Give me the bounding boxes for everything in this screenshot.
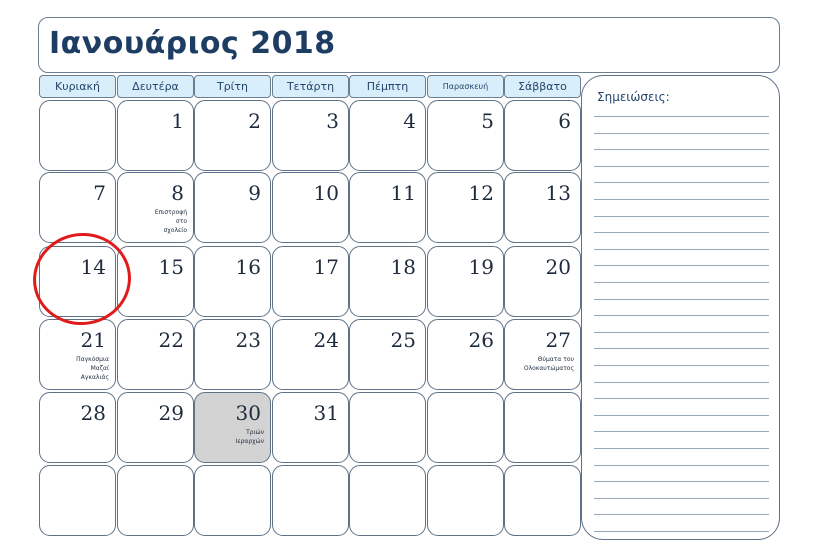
- day-cell-19[interactable]: [427, 246, 504, 317]
- notes-line: [594, 382, 769, 383]
- day-cell-26[interactable]: [427, 319, 504, 390]
- day-number: 17: [313, 255, 339, 279]
- day-number: 31: [313, 401, 339, 425]
- empty-cell-sunday[interactable]: [39, 100, 116, 171]
- day-number: 5: [481, 109, 494, 133]
- day-number: 16: [235, 255, 261, 279]
- notes-line: [594, 348, 769, 349]
- day-cell-18[interactable]: [349, 246, 426, 317]
- day-number: 28: [80, 401, 106, 425]
- day-number: 25: [390, 328, 416, 352]
- notes-line: [594, 133, 769, 134]
- notes-line: [594, 431, 769, 432]
- day-number: 18: [390, 255, 416, 279]
- day-cell-30[interactable]: [194, 392, 271, 463]
- title-bar: [38, 17, 780, 73]
- day-cell-1[interactable]: [117, 100, 194, 171]
- notes-line: [594, 531, 769, 532]
- day-cell-17[interactable]: [272, 246, 349, 317]
- day-cell-10[interactable]: [272, 172, 349, 243]
- day-note: Θύματα του Ολοκαυτώματος: [523, 356, 574, 372]
- page-title: Ιανουάριος 2018: [49, 26, 336, 61]
- notes-line: [594, 415, 769, 416]
- day-note: Παγκόσμια Μαζαί Αγκαλιάς: [76, 356, 109, 381]
- day-number: 24: [313, 328, 339, 352]
- empty-cell-wednesday[interactable]: [272, 465, 349, 536]
- notes-line: [594, 514, 769, 515]
- day-number: 11: [390, 181, 416, 205]
- day-number: 29: [158, 401, 184, 425]
- day-cell-2[interactable]: [194, 100, 271, 171]
- weekday-header-thursday: Πέμπτη: [349, 75, 426, 98]
- day-number: 4: [403, 109, 416, 133]
- weekday-header-friday: Παρασκευή: [427, 75, 504, 98]
- day-cell-29[interactable]: [117, 392, 194, 463]
- day-number: 21: [80, 328, 106, 352]
- day-cell-4[interactable]: [349, 100, 426, 171]
- day-cell-23[interactable]: [194, 319, 271, 390]
- notes-line: [594, 182, 769, 183]
- notes-line: [594, 249, 769, 250]
- day-cell-31[interactable]: [272, 392, 349, 463]
- day-cell-25[interactable]: [349, 319, 426, 390]
- notes-line: [594, 481, 769, 482]
- notes-line: [594, 265, 769, 266]
- notes-line: [594, 166, 769, 167]
- day-note: Επιστροφή στο σχολείο: [154, 209, 187, 234]
- day-number: 22: [158, 328, 184, 352]
- day-number: 7: [93, 181, 106, 205]
- day-number: 9: [248, 181, 261, 205]
- day-cell-13[interactable]: [504, 172, 581, 243]
- day-number: 19: [468, 255, 494, 279]
- day-cell-20[interactable]: [504, 246, 581, 317]
- notes-line: [594, 216, 769, 217]
- weekday-header-wednesday: Τετάρτη: [272, 75, 349, 98]
- weekday-header-saturday: Σάββατο: [504, 75, 581, 98]
- notes-line: [594, 149, 769, 150]
- day-cell-28[interactable]: [39, 392, 116, 463]
- day-cell-21[interactable]: [39, 319, 116, 390]
- day-number: 12: [468, 181, 494, 205]
- day-note: Τριών Ιεραρχών: [235, 429, 264, 445]
- empty-cell-monday[interactable]: [117, 465, 194, 536]
- notes-line: [594, 282, 769, 283]
- notes-line: [594, 315, 769, 316]
- notes-line: [594, 332, 769, 333]
- day-cell-9[interactable]: [194, 172, 271, 243]
- notes-line: [594, 498, 769, 499]
- day-cell-12[interactable]: [427, 172, 504, 243]
- empty-cell-tuesday[interactable]: [194, 465, 271, 536]
- weekday-header-monday: Δευτέρα: [117, 75, 194, 98]
- day-number: 15: [158, 255, 184, 279]
- day-cell-5[interactable]: [427, 100, 504, 171]
- weekday-header-sunday: Κυριακή: [39, 75, 116, 98]
- weekday-header-tuesday: Τρίτη: [194, 75, 271, 98]
- notes-line: [594, 448, 769, 449]
- day-cell-22[interactable]: [117, 319, 194, 390]
- notes-panel[interactable]: [581, 75, 780, 540]
- notes-line: [594, 398, 769, 399]
- day-number: 10: [313, 181, 339, 205]
- notes-line: [594, 299, 769, 300]
- empty-cell-friday[interactable]: [427, 465, 504, 536]
- day-number: 20: [545, 255, 571, 279]
- day-number: 23: [235, 328, 261, 352]
- empty-cell-saturday[interactable]: [504, 465, 581, 536]
- day-number: 1: [171, 109, 184, 133]
- day-cell-16[interactable]: [194, 246, 271, 317]
- notes-line: [594, 232, 769, 233]
- day-number: 14: [80, 255, 106, 279]
- empty-cell-thursday[interactable]: [349, 392, 426, 463]
- day-cell-27[interactable]: [504, 319, 581, 390]
- notes-line: [594, 116, 769, 117]
- highlight-circle: [27, 227, 137, 332]
- day-number: 27: [545, 328, 571, 352]
- day-cell-11[interactable]: [349, 172, 426, 243]
- day-cell-24[interactable]: [272, 319, 349, 390]
- day-number: 3: [326, 109, 339, 133]
- day-cell-3[interactable]: [272, 100, 349, 171]
- empty-cell-thursday[interactable]: [349, 465, 426, 536]
- notes-line: [594, 365, 769, 366]
- day-cell-6[interactable]: [504, 100, 581, 171]
- day-number: 26: [468, 328, 494, 352]
- day-number: 13: [545, 181, 571, 205]
- day-cell-8[interactable]: [117, 172, 194, 243]
- empty-cell-saturday[interactable]: [504, 392, 581, 463]
- day-number: 8: [171, 181, 184, 205]
- empty-cell-sunday[interactable]: [39, 465, 116, 536]
- notes-title: Σημειώσεις:: [597, 90, 670, 104]
- notes-line: [594, 465, 769, 466]
- day-number: 30: [235, 401, 261, 425]
- notes-line: [594, 199, 769, 200]
- day-number: 6: [558, 109, 571, 133]
- day-number: 2: [248, 109, 261, 133]
- empty-cell-friday[interactable]: [427, 392, 504, 463]
